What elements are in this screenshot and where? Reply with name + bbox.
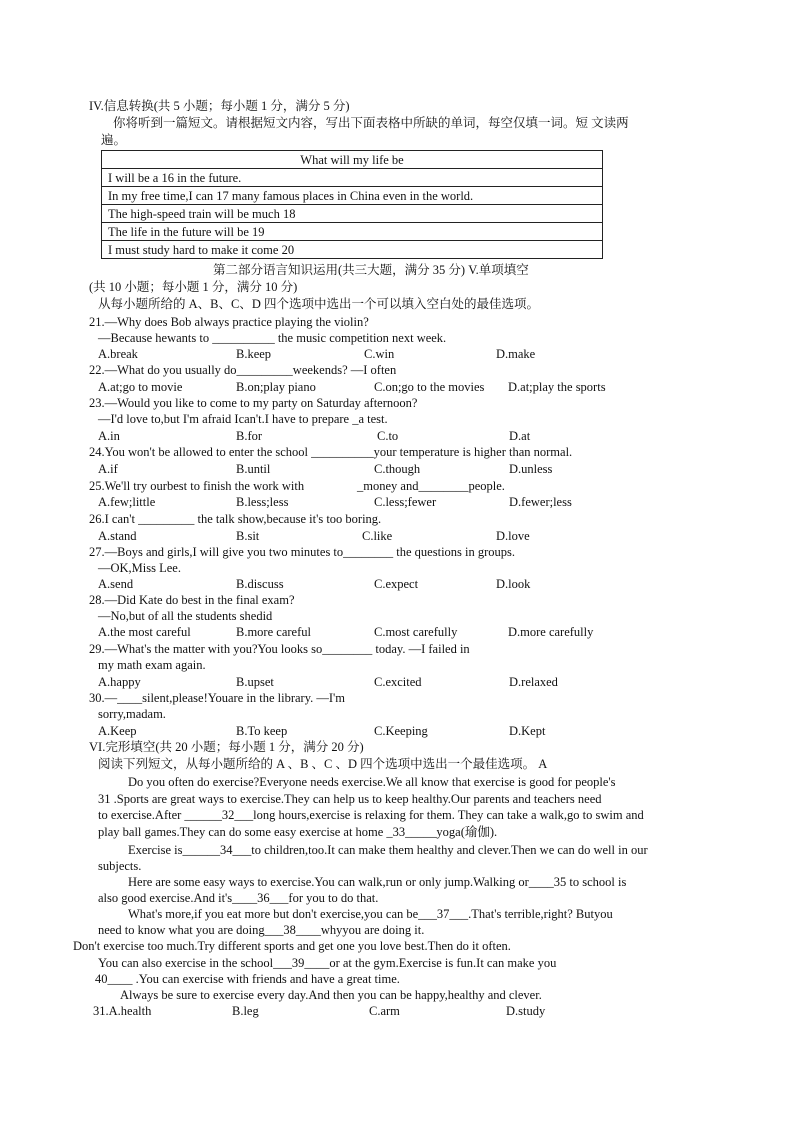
option-b: B.discuss (236, 577, 284, 591)
passage-line: need to know what you are doing___38____whyyou are doing it. (98, 923, 425, 937)
question-stem: my math exam again. (98, 658, 206, 672)
option-a: A.the most careful (98, 625, 191, 639)
question-stem: 25.We'll try ourbest to finish the work with (89, 479, 305, 493)
option-c: C.excited (374, 675, 422, 689)
option-c: C.though (374, 462, 421, 476)
passage-line: subjects. (98, 859, 142, 873)
table-title: What will my life be (102, 151, 603, 169)
section-4-instruction: 你将听到一篇短文。请根据短文内容，写出下面表格中所缺的单词，每空仅填一词。短 文读两 (113, 116, 629, 130)
option-a: A.if (98, 462, 118, 476)
question-stem: 26.I can't _________ the talk show,because it's too boring. (89, 512, 382, 526)
question-stem: 22.—What do you usually do_________weekends? —I often (89, 363, 397, 377)
question-stem: —I'd love to,but I'm afraid Ican't.I have to prepare _a test. (98, 412, 388, 426)
passage-line: Here are some easy ways to exercise.You can walk,run or only jump.Walking or____35 to school is (128, 875, 627, 889)
option-d: D.fewer;less (509, 495, 572, 509)
passage-line: to exercise.After ______32___long hours,exercise is relaxing for them. They can take a walk,go to swim and (98, 808, 644, 822)
question-stem: 29.—What's the matter with you?You looks so________ today. —I failed in (89, 642, 470, 656)
question-stem: 23.—Would you like to come to my party on Saturday afternoon? (89, 396, 418, 410)
option-c: C.expect (374, 577, 419, 591)
passage-line: also good exercise.And it's____36___for you to do that. (98, 891, 379, 905)
option-b: B.sit (236, 529, 260, 543)
section-4-heading: IV.信息转换(共 5 小题；每小题 1 分，满分 5 分) (89, 99, 350, 113)
question-stem: _money and________people. (357, 479, 505, 493)
option-a: A.happy (98, 675, 141, 689)
option-d: D.more carefully (508, 625, 594, 639)
option-b: B.less;less (236, 495, 289, 509)
option-d: D.Kept (509, 724, 546, 738)
option-b: B.on;play piano (236, 380, 316, 394)
option-a: A.in (98, 429, 120, 443)
option-d: D.make (496, 347, 536, 361)
option-b: B.To keep (236, 724, 288, 738)
option-c: C.on;go to the movies (374, 380, 485, 394)
option-b: B.for (236, 429, 263, 443)
passage-line: play ball games.They can do some easy exercise at home _33_____yoga(瑜伽). (98, 825, 498, 839)
question-stem: sorry,madam. (98, 707, 166, 721)
option-a: A.Keep (98, 724, 137, 738)
question-stem: 28.—Did Kate do best in the final exam? (89, 593, 295, 607)
option-b: B.keep (236, 347, 272, 361)
option-c: C.like (362, 529, 393, 543)
passage-line: What's more,if you eat more but don't exercise,you can be___37___.That's terrible,right? Butyou (128, 907, 613, 921)
option-d: D.love (496, 529, 530, 543)
option-b: B.leg (232, 1004, 259, 1018)
info-table (101, 150, 603, 259)
option-d: D.look (496, 577, 531, 591)
table-row: The high-speed train will be much 18 (102, 205, 603, 223)
option-a: A.stand (98, 529, 137, 543)
question-stem: —OK,Miss Lee. (98, 561, 181, 575)
passage-line: You can also exercise in the school___39____or at the gym.Exercise is fun.It can make you (98, 956, 557, 970)
section-4-instruction-cont: 遍。 (101, 133, 127, 147)
table-row: I will be a 16 in the future. (102, 169, 603, 187)
option-b: B.more careful (236, 625, 311, 639)
question-stem: 24.You won't be allowed to enter the school __________your temperature is higher than normal. (89, 445, 573, 459)
option-c: C.arm (369, 1004, 400, 1018)
option-c: C.less;fewer (374, 495, 437, 509)
option-d: D.at (509, 429, 531, 443)
option-d: D.relaxed (509, 675, 558, 689)
option-a: A.send (98, 577, 134, 591)
question-stem: —Because hewants to __________ the music competition next week. (98, 331, 447, 345)
option-a: A.at;go to movie (98, 380, 183, 394)
option-a: A.few;little (98, 495, 156, 509)
option-b: B.until (236, 462, 271, 476)
option-a: A.break (98, 347, 138, 361)
section-6-instruction: 阅读下列短文，从每小题所给的 A 、B 、C 、D 四个选项中选出一个最佳选项。 A (98, 757, 548, 771)
passage-line: 31 .Sports are great ways to exercise.They can help us to keep healthy.Our parents and teachers need (98, 792, 602, 806)
question-stem: 27.—Boys and girls,I will give you two minutes to________ the questions in groups. (89, 545, 516, 559)
option-b: B.upset (236, 675, 274, 689)
question-stem: 21.—Why does Bob always practice playing the violin? (89, 315, 369, 329)
part-2-heading: 第二部分语言知识运用(共三大题，满分 35 分) V.单项填空 (213, 263, 529, 277)
table-row: I must study hard to make it come 20 (102, 241, 603, 259)
option-d: D.at;play the sports (508, 380, 606, 394)
option-c: C.win (364, 347, 395, 361)
passage-line: 40____ .You can exercise with friends and have a great time. (95, 972, 400, 986)
option-d: D.study (506, 1004, 546, 1018)
passage-line: Don't exercise too much.Try different sports and get one you love best.Then do it often. (73, 939, 511, 953)
option-a: 31.A.health (93, 1004, 152, 1018)
option-c: C.to (377, 429, 399, 443)
option-d: D.unless (509, 462, 553, 476)
passage-line: Exercise is______34___to children,too.It can make them healthy and clever.Then we can do well in our (128, 843, 648, 857)
section-6-heading: VI.完形填空(共 20 小题；每小题 1 分，满分 20 分) (89, 740, 364, 754)
part-2-instruction: 从每小题所给的 A、B、C、D 四个选项中选出一个可以填入空白处的最佳选项。 (98, 297, 539, 311)
question-stem: 30.—____silent,please!Youare in the library. —I'm (89, 691, 346, 705)
table-row: In my free time,I can 17 many famous places in China even in the world. (102, 187, 603, 205)
option-c: C.Keeping (374, 724, 428, 738)
passage-line: Do you often do exercise?Everyone needs exercise.We all know that exercise is good for people's (128, 775, 616, 789)
question-stem: —No,but of all the students shedid (98, 609, 273, 623)
table-row: The life in the future will be 19 (102, 223, 603, 241)
passage-line: Always be sure to exercise every day.And then you can be happy,healthy and clever. (120, 988, 542, 1002)
part-2-subheading: (共 10 小题；每小题 1 分，满分 10 分) (89, 280, 298, 294)
option-c: C.most carefully (374, 625, 458, 639)
